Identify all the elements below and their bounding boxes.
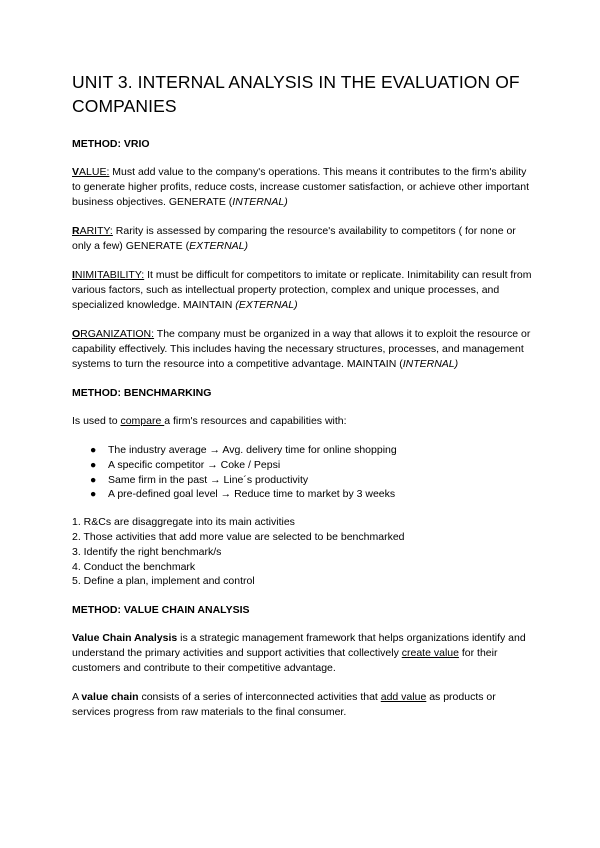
list-item: 3. Identify the right benchmark/s [72, 545, 222, 558]
list-item: 1. R&Cs are disaggregate into its main activities [72, 516, 295, 529]
document-page [72, 70, 532, 734]
organization-term: ORGANIZATION: [72, 328, 155, 340]
bullet-icon: ● [90, 473, 97, 486]
bullet-icon: ● [90, 444, 97, 456]
benchmarking-intro: Is used to compare a firm's resources and capabilities with: [72, 415, 347, 427]
vrio-rarity-paragraph: RARITY: Rarity is assessed by comparing the resource's availability to competitors ( for none or only a few) GENERATE (EXTERNAL) [72, 225, 516, 252]
list-item: ● Same firm in the past → Line´s productivity [90, 473, 309, 486]
list-item: 4. Conduct the benchmark [72, 560, 196, 573]
vrio-value-paragraph: VALUE: Must add value to the company's operations. This means it contributes to the firm's ability to generate higher profits, reduce costs, increase customer satisfaction, or achieve other important business objectives. GENERATE (INTERNAL) [72, 166, 529, 208]
list-item: ● A specific competitor → Coke / Pepsi [90, 458, 281, 471]
bullet-icon: ● [90, 488, 97, 501]
list-item: 5. Define a plan, implement and control [72, 575, 255, 588]
vrio-organization-paragraph: ORGANIZATION: The company must be organized in a way that allows it to exploit the resource or capability effectively. This includes having the necessary structures, processes, and management systems to turn the resource into a competitive advantage. MAINTAIN (INTERNAL) [72, 328, 531, 370]
create-value-link: create value [401, 647, 459, 660]
compare-link: compare [120, 415, 165, 427]
list-item: ● A pre-defined goal level → Reduce time to market by 3 weeks [90, 488, 396, 501]
value-chain-paragraph-1: Value Chain Analysis is a strategic management framework that helps organizations identify and understand the primary activities and support activities that collectively create value for their customers and contribute to their competitive advantage. [72, 632, 526, 675]
bullet-icon: ● [90, 458, 97, 471]
benchmarking-heading: METHOD: BENCHMARKING [72, 387, 212, 399]
list-item: 2. Those activities that add more value are selected to be benchmarked [72, 530, 405, 543]
list-item: ● The industry average → Avg. delivery time for online shopping [90, 444, 397, 456]
value-chain-paragraph-2: A value chain consists of a series of interconnected activities that add value as products or services progress from raw materials to the final consumer. [72, 691, 496, 719]
value-chain-heading: METHOD: VALUE CHAIN ANALYSIS [72, 604, 250, 617]
value-term: VALUE: [72, 166, 110, 178]
inimitability-term: INIMITABILITY: [72, 269, 145, 281]
rarity-term: RARITY: [72, 225, 113, 237]
benchmarking-steps-list [72, 515, 532, 589]
add-value-link: add value [380, 691, 427, 704]
benchmarking-bullet-list [72, 443, 532, 502]
vrio-inimitability-paragraph: INIMITABILITY: It must be difficult for competitors to imitate or replicate. Inimitability can result from various factors, such as intellectual property protection, complex and unique processes, and specialized knowledge. MAINTAIN (EXTERNAL) [72, 269, 532, 311]
vrio-heading: METHOD: VRIO [72, 138, 150, 150]
document-title: UNIT 3. INTERNAL ANALYSIS IN THE EVALUATION OF COMPANIES [72, 72, 520, 116]
